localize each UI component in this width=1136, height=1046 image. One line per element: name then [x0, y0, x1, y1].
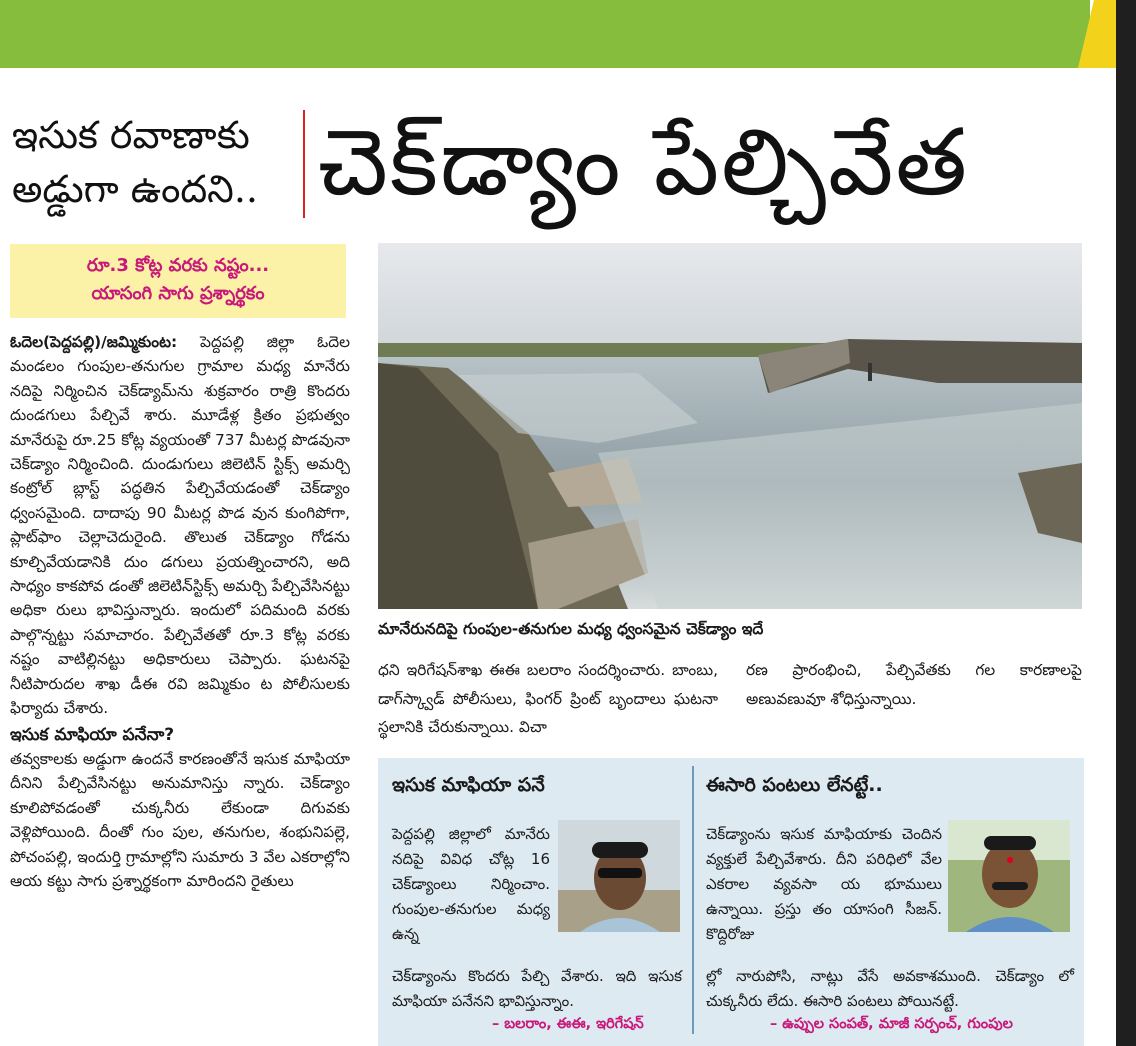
person-photo — [558, 820, 680, 932]
article-paragraph-1: పెద్దపల్లి జిల్లా ఓదెల మండలం గుంపుల-తనుగుల గ్రామాల మధ్య మానేరు నదిపై నిర్మించిన చెక్‌డ్యామ్‌ను శుక్రవారం రాత్రి కొందరు దుండగులు పేల్చివే శారు. మూడేళ్ల క్రితం ప్రభుత్వం మానేరుపై రూ.25 కోట్ల వ్యయంతో 737 మీటర్ల పొడవునా చెక్‌డ్యాం నిర్మించింది. దుండుగులు జిలెటిన్ స్టిక్స్ అమర్చి కంట్రోల్ బ్లాస్ట్ పద్ధతిన పేల్చివేయడంతో చెక్‌డ్యాం ధ్వంసమైంది. దాదాపు 90 మీటర్ల పొడ వున కుంగిపోగా, ప్లాట్‌ఫాం చెల్లాచెదురైంది. తొలుత చెక్‌డ్యాం గోడను కూల్చివేయడానికి దుం డగులు ప్రయత్నించారని, అది సాధ్యం కాకపోవ డంతో జిలెటిన్‌స్టిక్స్ అమర్చి పేల్చివేసినట్టు అధికా రులు భావిస్తున్నారు. ఇందులో పదిమంది వరకు పాల్గొన్నట్టు సమాచారం. పేల్చివేతతో రూ.3 కోట్ల వరకు నష్టం వాటిల్లినట్టు అధికారులు చెప్పారు. ఘటనపై నీటిపారుదల శాఖ డీఈ రవి జమ్మికుం ట పోలీసులకు ఫిర్యాదు చేశారు. — [10, 333, 350, 718]
headline-kicker — [12, 108, 302, 216]
quotes-divider — [692, 766, 694, 1034]
quote-left-text: పెద్దపల్లి జిల్లాలో మానేరు నదిపై వివిధ చోట్ల 16 చెక్‌డ్యాంలు నిర్మించాం. గుంపుల-తనుగుల మధ్య ఉన్న — [392, 825, 550, 943]
portrait-sampath — [948, 820, 1070, 932]
kicker-line-1: ఇసుక రవాణాకు — [12, 113, 250, 157]
top-color-band — [0, 0, 1090, 68]
headline-divider — [303, 110, 305, 218]
quote-right-text-cont: ల్లో నారుపోసి, నాట్లు వేసే అవకాశముంది. చెక్‌డ్యాం లో చుక్కనీరు లేదు. ఈసారి పంటలు పోయినట్టే. — [706, 967, 1074, 1010]
photo-caption: మానేరునదిపై గుంపుల-తనుగుల మధ్య ధ్వంసమైన చెక్‌డ్యాం ఇదే — [378, 620, 764, 638]
article-column-2: ధని ఇరిగేషన్‌శాఖ ఈఈ బలరాం సందర్శించారు. బాంబు, డాగ్‌స్క్వాడ్ పోలీసులు, ఫింగర్ ప్రింట్ బృందాలు ఘటనా స్థలానికి చేరుకున్నాయి. విచా — [378, 661, 718, 737]
damaged-checkdam-photo — [378, 243, 1082, 609]
portrait-balaram — [558, 820, 680, 932]
page-edge — [1116, 0, 1136, 1046]
kicker-line-2: అడ్డుగా ఉందని.. — [12, 167, 258, 211]
deck-line-1: రూ.3 కోట్ల వరకు నష్టం... — [86, 255, 270, 276]
deck-box — [10, 244, 346, 318]
quote-right-attribution: – ఉప్పుల సంపత్, మాజీ సర్పంచ్, గుంపుల — [770, 1016, 1013, 1032]
article-subhead: ఇసుక మాఫియా పనేనా? — [10, 724, 175, 745]
article-column-1 — [10, 330, 350, 893]
news-photo — [378, 243, 1082, 609]
dateline: ఓదెల(పెద్దపల్లి)/జమ్మికుంట: — [10, 333, 178, 351]
deck-line-2: యాసంగి సాగు ప్రశ్నార్థకం — [91, 283, 265, 304]
main-headline: చెక్‌డ్యాం పేల్చివేత — [318, 109, 969, 216]
article-column-3: రణ ప్రారంభించి, పేల్చివేతకు గల కారణాలపై అణువణువూ శోధిస్తున్నాయి. — [746, 661, 1082, 708]
person-photo — [948, 820, 1070, 932]
quote-left-attribution: – బలరాం, ఈఈ, ఇరిగేషన్ — [492, 1016, 644, 1032]
quote-right-text: చెక్‌డ్యాంను ఇసుక మాఫియాకు చెందిన వ్యక్తులే పేల్చివేశారు. దీని పరిధిలో వేల ఎకరాల వ్యవసా య భూములు ఉన్నాయి. ప్రస్తు తం యాసంగి సీజన్. కొద్దిరోజు — [706, 825, 942, 943]
quote-right-title: ఈసారి పంటలు లేనట్టే.. — [706, 774, 883, 796]
quote-left-title: ఇసుక మాఫియా పనే — [392, 774, 545, 796]
article-paragraph-2: తవ్వకాలకు అడ్డుగా ఉందనే కారణంతోనే ఇసుక మాఫియా దీనిని పేల్చివేసినట్టు అనుమానిస్తు న్నారు. చెక్‌డ్యాం కూలిపోవడంతో చుక్కనీరు లేకుండా దిగువకు వెళ్లిపోయింది. దీంతో గుం పుల, తనుగుల, శంభునిపల్లె, పోచంపల్లి, ఇందుర్తి గ్రామాల్లోని సుమారు 3 వేల ఎకరాల్లోని ఆయ కట్టు సాగు ప్రశ్నార్థకంగా మారిందని రైతులు — [10, 749, 350, 890]
quote-left-text-cont: చెక్‌డ్యాంను కొందరు పేల్చి వేశారు. ఇది ఇసుక మాఫియా పనేనని భావిస్తున్నాం. — [392, 967, 682, 1010]
